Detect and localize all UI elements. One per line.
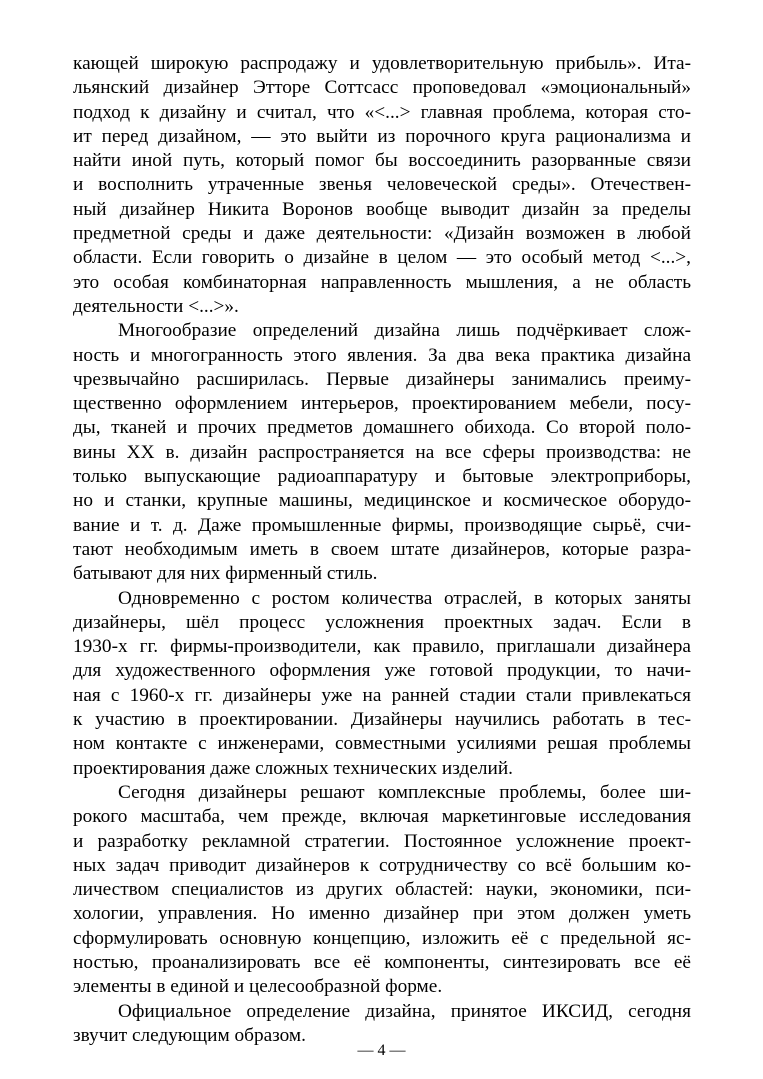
text-line: ная с 1960-х гг. дизайнеры уже на ранней стадии стали привлекаться [73, 684, 691, 706]
paragraph-4 [73, 781, 691, 1000]
text-line: к участию в проектировании. Дизайнеры научились работать в тес- [73, 709, 691, 731]
text-line: щественно оформлением интерьеров, проектированием мебели, посу- [73, 393, 691, 415]
text-line: проектирования даже сложных технических изделий. [73, 757, 513, 779]
text-line: области. Если говорить о дизайне в целом — это особый метод <...>, [73, 247, 691, 269]
text-line: кающей широкую распродажу и удовлетворительную прибыль». Ита- [73, 53, 691, 74]
text-line: рокого масштаба, чем прежде, включая маркетинговые исследования [73, 806, 691, 828]
text-line: ит перед дизайном, — это выйти из порочного круга рационализма и [73, 125, 691, 147]
text-line: это особая комбинаторная направленность мышления, а не область [73, 271, 691, 293]
paragraph-1 [73, 52, 691, 319]
paragraph-3 [73, 587, 691, 781]
text-line: льянский дизайнер Этторе Соттсасс проповедовал «эмоциональный» [73, 77, 691, 99]
text-line: ность и многогранность этого явления. За два века практика дизайна [73, 344, 691, 366]
text-line: для художественного оформления уже готовой продукции, то начи- [73, 660, 691, 682]
text-line: элементы в единой и целесообразной форме. [73, 976, 443, 998]
text-line: вание и т. д. Даже промышленные фирмы, производящие сырьё, счи- [73, 514, 691, 536]
text-line: но и станки, крупные машины, медицинское и космическое оборудо- [73, 490, 691, 512]
text-line: вины XX в. дизайн распространяется на все сферы производства: не [73, 441, 691, 463]
text-line: ных задач приводит дизайнеров к сотрудничеству со всё большим ко- [73, 854, 691, 876]
text-line: деятельности <...>». [73, 295, 239, 317]
page-number: — 4 — [357, 1042, 406, 1059]
text-line: батывают для них фирменный стиль. [73, 563, 378, 585]
text-line: и разработку рекламной стратегии. Постоянное усложнение проект- [73, 830, 691, 852]
text-line: Одновременно с ростом количества отраслей, в которых заняты [118, 587, 691, 609]
text-line: 1930-х гг. фирмы-производители, как правило, приглашали дизайнера [73, 636, 691, 658]
text-line: Многообразие определений дизайна лишь подчёркивает слож- [118, 320, 691, 342]
text-line: тают необходимым иметь в своем штате дизайнеров, которые разра- [73, 538, 691, 560]
text-line: предметной среды и даже деятельности: «Дизайн возможен в любой [73, 223, 691, 245]
text-line: только выпускающие радиоаппаратуру и бытовые электроприборы, [73, 466, 691, 488]
document-page [73, 52, 691, 1048]
text-line: Официальное определение дизайна, принятое ИКСИД, сегодня [118, 1000, 691, 1022]
text-line: дизайнеры, шёл процесс усложнения проектных задач. Если в [73, 611, 691, 633]
text-line: найти иной путь, который помог бы воссоединить разорванные связи [73, 150, 691, 172]
text-line: ностью, проанализировать все её компоненты, синтезировать все её [73, 951, 691, 973]
text-line: чрезвычайно расширилась. Первые дизайнеры занимались преиму- [73, 368, 691, 390]
text-line: личеством специалистов из других областей: науки, экономики, пси- [73, 879, 691, 901]
text-line: ный дизайнер Никита Воронов вообще выводит дизайн за пределы [73, 198, 691, 220]
text-line: сформулировать основную концепцию, изложить её с предельной яс- [73, 927, 691, 949]
text-line: ном контакте с инженерами, совместными усилиями решая проблемы [73, 733, 691, 755]
text-line: хологии, управления. Но именно дизайнер при этом должен уметь [73, 903, 691, 925]
text-line: звучит следующим образом. [73, 1024, 306, 1046]
text-line: и восполнить утраченные звенья человеческой среды». Отечествен- [73, 174, 691, 196]
paragraph-2 [73, 319, 691, 586]
text-line: подход к дизайну и считал, что «<...> главная проблема, которая сто- [73, 101, 691, 123]
text-line: ды, тканей и прочих предметов домашнего обихода. Со второй поло- [73, 417, 691, 439]
text-line: Сегодня дизайнеры решают комплексные проблемы, более ши- [118, 781, 691, 803]
